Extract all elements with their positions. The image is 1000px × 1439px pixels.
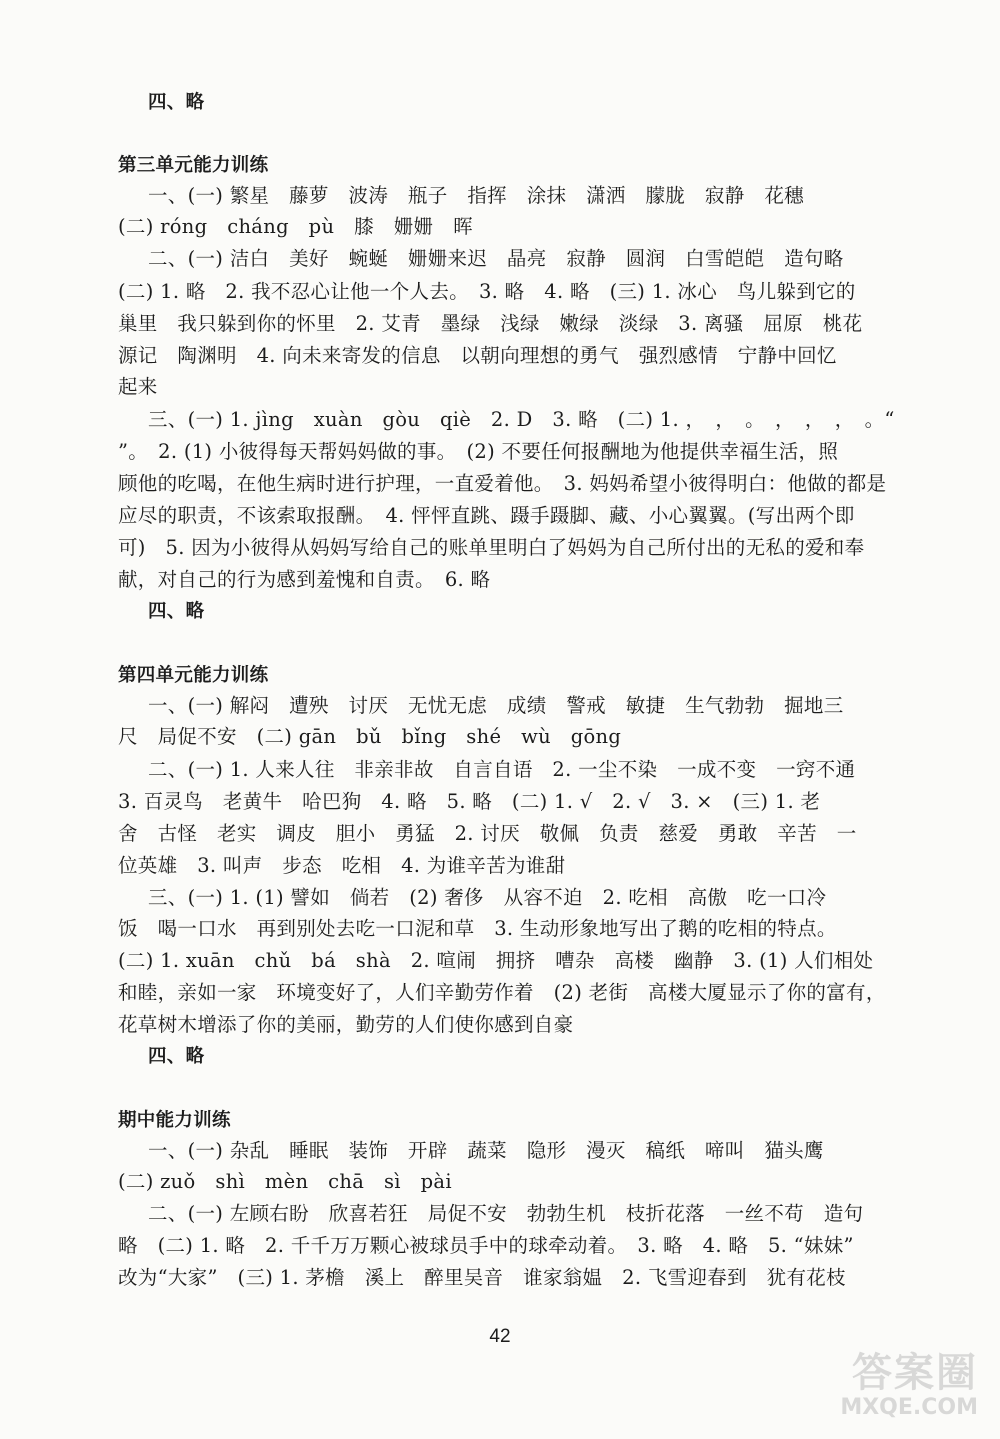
section-heading-unit3: 第三单元能力训练: [118, 155, 269, 176]
answer-line: 略 (二) 1. 略 2. 千千万万颗心被球员手中的球牵动着。 3. 略 4. 略 5. “妹妹”: [118, 1234, 854, 1257]
answer-line: 二、(一) 左顾右盼 欣喜若狂 局促不安 勃勃生机 枝折花落 一丝不苟 造句: [148, 1202, 864, 1225]
answer-line: 可) 5. 因为小彼得从妈妈写给自己的账单里明白了妈妈为自己所付出的无私的爱和奉: [118, 536, 865, 559]
answer-line: 改为“大家” (三) 1. 茅檐 溪上 醉里吴音 谁家翁媪 2. 飞雪迎春到 犹有花枝: [118, 1266, 846, 1289]
answer-line: (二) zuǒ shì mèn chā sì pài: [118, 1170, 452, 1193]
section-note: 四、略: [148, 601, 205, 622]
section-heading-midterm: 期中能力训练: [118, 1110, 231, 1131]
page-number: 42: [489, 1326, 511, 1347]
watermark-logo: [808, 1351, 978, 1431]
watermark-top-text: 答案圈: [852, 1350, 978, 1396]
answer-line: 舍 古怪 老实 调皮 胆小 勇猛 2. 讨厌 敬佩 负责 慈爱 勇敢 辛苦 一: [118, 822, 857, 845]
section-note: 四、略: [148, 1046, 205, 1067]
answer-line: 尺 局促不安 (二) gān bǔ bǐng shé wù gōng: [118, 725, 622, 748]
answer-line: 和睦，亲如一家 环境变好了，人们辛勤劳作着 (2) 老街 高楼大厦显示了你的富有，: [118, 981, 886, 1004]
section-note: 四、略: [148, 92, 205, 113]
answer-line: 花草树木增添了你的美丽，勤劳的人们使你感到自豪: [118, 1013, 574, 1036]
answer-line: ”。 2. (1) 小彼得每天帮妈妈做的事。 (2) 不要任何报酬地为他提供幸福生活，照: [118, 440, 839, 463]
answer-line: 一、(一) 繁星 藤萝 波涛 瓶子 指挥 涂抹 潇洒 朦胧 寂静 花穗: [148, 184, 804, 207]
answer-line: 起来: [118, 375, 158, 398]
answer-line: 三、(一) 1. (1) 譬如 倘若 (2) 奢侈 从容不迫 2. 吃相 高傲 吃一口冷: [148, 886, 827, 909]
answer-line: 一、(一) 杂乱 睡眠 装饰 开辟 蔬菜 隐形 漫灭 稿纸 啼叫 猫头鹰: [148, 1139, 824, 1162]
answer-line: (二) 1. 略 2. 我不忍心让他一个人去。 3. 略 4. 略 (三) 1. 冰心 鸟儿躲到它的: [118, 280, 856, 303]
answer-line: 位英雄 3. 叫声 步态 吃相 4. 为谁辛苦为谁甜: [118, 854, 566, 877]
answer-line: 一、(一) 解闷 遭殃 讨厌 无忧无虑 成绩 警戒 敏捷 生气勃勃 掘地三: [148, 694, 844, 717]
answer-line: 3. 百灵鸟 老黄牛 哈巴狗 4. 略 5. 略 (二) 1. √ 2. √ 3. × (三) 1. 老: [118, 790, 821, 813]
answer-line: 二、(一) 洁白 美好 蜿蜒 姗姗来迟 晶亮 寂静 圆润 白雪皑皑 造句略: [148, 247, 844, 270]
section-heading-unit4: 第四单元能力训练: [118, 665, 269, 686]
answer-line: 应尽的职责，不该索取报酬。 4. 怦怦直跳、蹑手蹑脚、藏、小心翼翼。(写出两个即: [118, 504, 855, 527]
answer-line: 饭 喝一口水 再到别处去吃一口泥和草 3. 生动形象地写出了鹅的吃相的特点。: [118, 917, 837, 940]
answer-line: 二、(一) 1. 人来人往 非亲非故 自言自语 2. 一尘不染 一成不变 一窍不通: [148, 758, 856, 781]
answer-line: 三、(一) 1. jìng xuàn gòu qiè 2. D 3. 略 (二) 1. ， ， 。 ， ， ， 。“: [148, 408, 895, 431]
answer-line: (二) róng cháng pù 膝 姗姗 晖: [118, 215, 473, 238]
answer-line: 巢里 我只躲到你的怀里 2. 艾青 墨绿 浅绿 嫩绿 淡绿 3. 离骚 屈原 桃花: [118, 312, 863, 335]
watermark-bottom-text: MXQE.COM: [840, 1395, 978, 1420]
answer-line: (二) 1. xuān chǔ bá shà 2. 喧闹 拥挤 嘈杂 高楼 幽静 3. (1) 人们相处: [118, 949, 874, 972]
answer-line: 顾他的吃喝，在他生病时进行护理，一直爱着他。 3. 妈妈希望小彼得明白：他做的都是: [118, 472, 887, 495]
answer-line: 献，对自己的行为感到羞愧和自责。 6. 略: [118, 568, 491, 591]
answer-line: 源记 陶渊明 4. 向未来寄发的信息 以朝向理想的勇气 强烈感情 宁静中回忆: [118, 344, 837, 367]
